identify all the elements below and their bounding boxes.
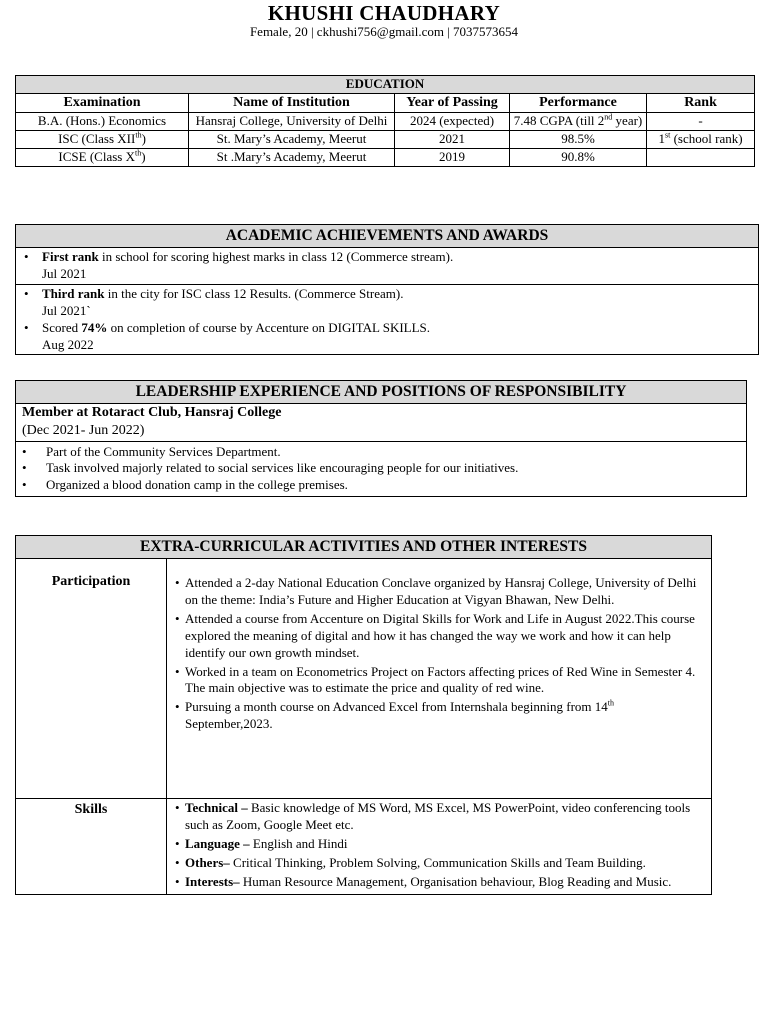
skills-row [16, 799, 712, 894]
skills-list [171, 800, 703, 890]
institution-cell: St .Mary’s Academy, Meerut [189, 148, 395, 166]
participation-row [16, 559, 712, 799]
role-block [16, 404, 746, 441]
list-item: • Attended a 2-day National Education Conclave organized by Hansraj College, University of Delhi on the theme: India’s Future and Higher Education at Vigyan Bhawan, New Delhi. [171, 575, 703, 609]
column-header: Performance [510, 93, 647, 112]
participation-list [171, 575, 703, 733]
exam-cell: B.A. (Hons.) Economics [16, 113, 189, 131]
column-header: Name of Institution [189, 93, 395, 112]
table-row [16, 113, 755, 131]
education-heading: EDUCATION [16, 76, 755, 94]
list-item: • Attended a course from Accenture on Digital Skills for Work and Life in August 2022.This course explored the meaning of digital and how it has changed the way we work and how it can help identify our own growth mindset. [171, 611, 703, 662]
column-header: Examination [16, 93, 189, 112]
list-item: • Task involved majorly related to social services like encouraging people for our initiatives. [16, 460, 746, 477]
exam-cell: ISC (Class XIIth) [16, 130, 189, 148]
column-header: Year of Passing [395, 93, 510, 112]
performance-cell: 7.48 CGPA (till 2nd year) [510, 113, 647, 131]
achievement-date: Jul 2021 [42, 266, 87, 282]
extracurricular-heading: EXTRA-CURRICULAR ACTIVITIES AND OTHER INTERESTS [16, 536, 712, 559]
achievement-item: • Scored 74% on completion of course by Accenture on DIGITAL SKILLS. [16, 320, 758, 337]
extracurricular-table [15, 535, 712, 895]
performance-cell: 98.5% [510, 130, 647, 148]
leadership-section [15, 380, 747, 497]
participation-label: Participation [16, 559, 167, 799]
achievement-date: Aug 2022 [42, 336, 94, 352]
achievement-item: • First rank in school for scoring highest marks in class 12 (Commerce stream). Jul 2021 [16, 248, 758, 285]
skills-label: Skills [16, 799, 167, 894]
table-row [16, 148, 755, 166]
list-item: • Technical – Basic knowledge of MS Word, MS Excel, MS PowerPoint, video conferencing tools such as Zoom, Google Meet etc. [171, 800, 703, 834]
achievement-item: • Third rank in the city for ISC class 12 Results. (Commerce Stream). [16, 286, 758, 303]
role-dates: (Dec 2021- Jun 2022) [22, 423, 145, 439]
leadership-heading: LEADERSHIP EXPERIENCE AND POSITIONS OF RESPONSIBILITY [16, 381, 746, 404]
year-cell: 2021 [395, 130, 510, 148]
list-item: • Worked in a team on Econometrics Project on Factors affecting prices of Red Wine in Semester 4. The main objective was to estimate the price and quality of red wine. [171, 664, 703, 698]
achievement-group [16, 285, 758, 355]
extracurricular-section [15, 535, 711, 895]
list-item: • Interests– Human Resource Management, Organisation behaviour, Blog Reading and Music. [171, 874, 703, 891]
column-header: Rank [647, 93, 755, 112]
role-points [16, 442, 746, 497]
achievement-date: Jul 2021` [42, 302, 91, 318]
role-title: Member at Rotaract Club, Hansraj College [22, 405, 282, 421]
education-table [15, 75, 755, 167]
candidate-name: KHUSHI CHAUDHARY [267, 1, 501, 25]
rank-cell [647, 148, 755, 166]
rank-cell: 1st (school rank) [647, 130, 755, 148]
list-item: • Others– Critical Thinking, Problem Solving, Communication Skills and Team Building. [171, 855, 703, 872]
institution-cell: Hansraj College, University of Delhi [189, 113, 395, 131]
list-item: • Pursuing a month course on Advanced Excel from Internshala beginning from 14th September,2023. [171, 699, 703, 733]
rank-cell: - [647, 113, 755, 131]
achievements-heading: ACADEMIC ACHIEVEMENTS AND AWARDS [16, 225, 758, 248]
year-cell: 2019 [395, 148, 510, 166]
table-row [16, 130, 755, 148]
year-cell: 2024 (expected) [395, 113, 510, 131]
list-item: • Language – English and Hindi [171, 836, 703, 853]
contact-line: Female, 20 | ckhushi756@gmail.com | 7037573654 [249, 24, 519, 39]
achievements-section [15, 224, 759, 355]
list-item: • Organized a blood donation camp in the college premises. [16, 477, 746, 494]
performance-cell: 90.8% [510, 148, 647, 166]
institution-cell: St. Mary’s Academy, Meerut [189, 130, 395, 148]
exam-cell: ICSE (Class Xth) [16, 148, 189, 166]
list-item: • Part of the Community Services Department. [16, 444, 746, 461]
education-header-row [16, 93, 755, 112]
education-section [15, 75, 754, 167]
